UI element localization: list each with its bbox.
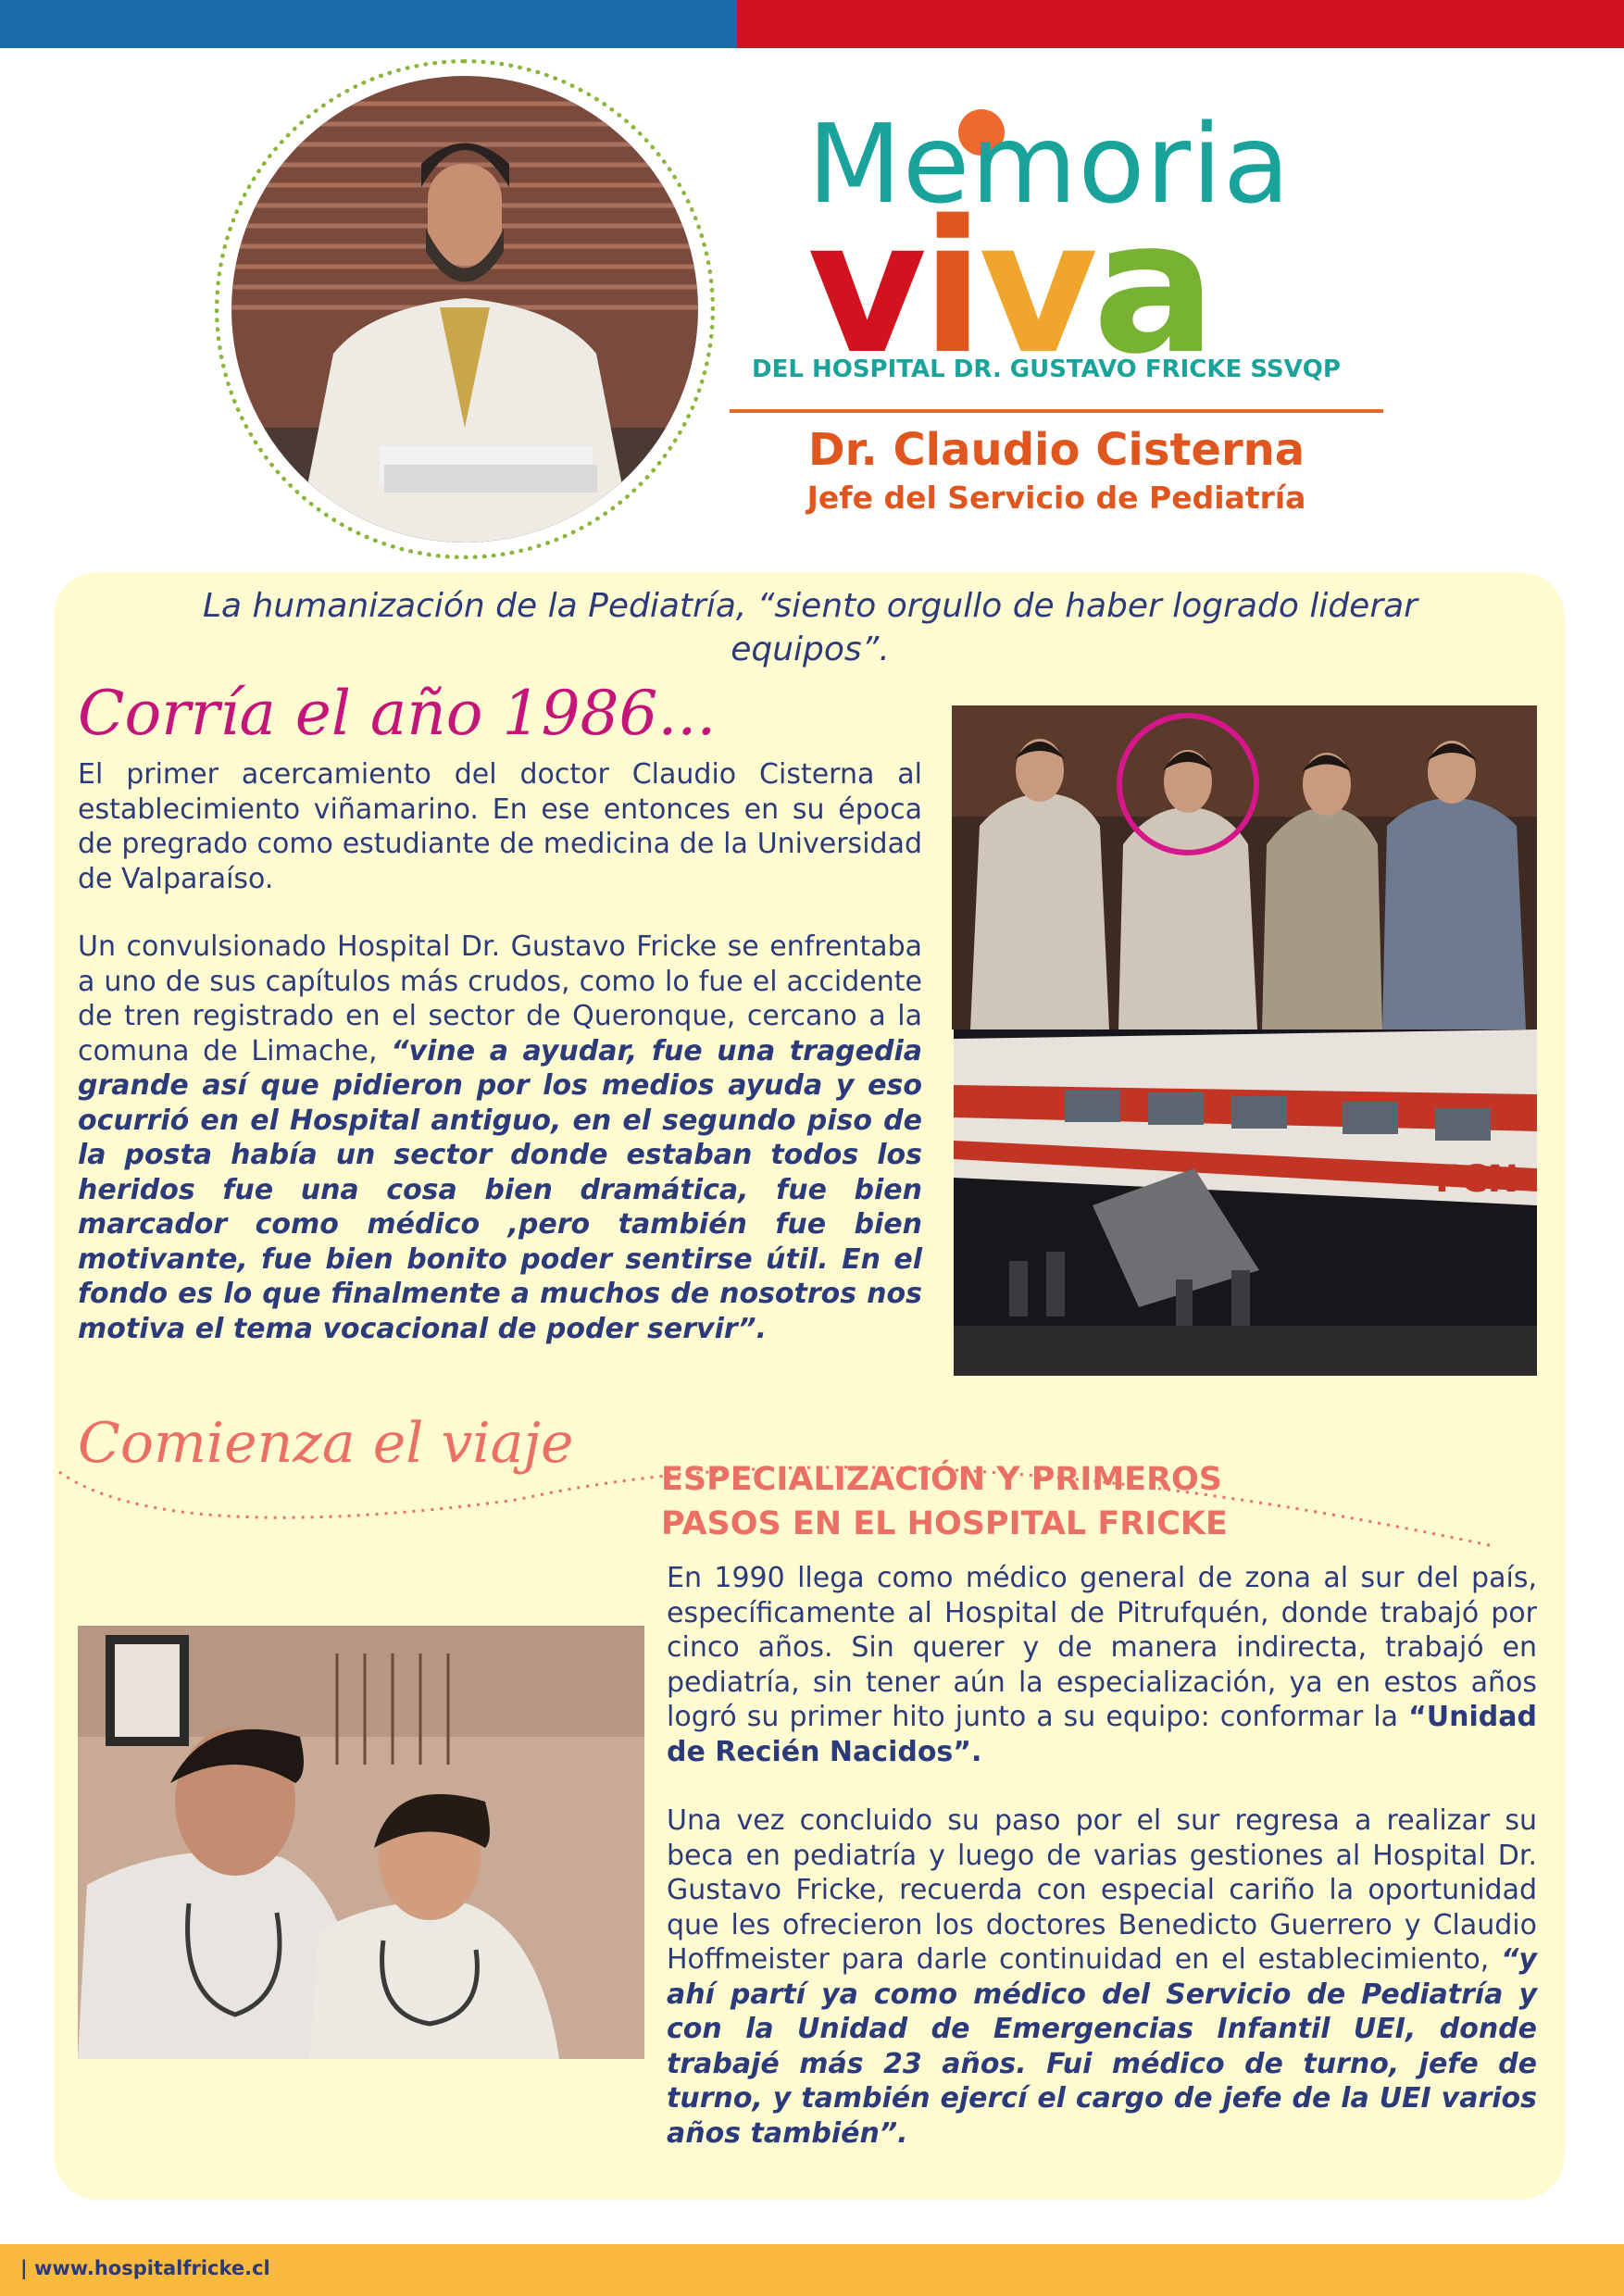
students-group-photo — [952, 705, 1537, 1029]
header-bar-red — [737, 0, 1624, 48]
section1-paragraph1: El primer acercamiento del doctor Claudio Cisterna al establecimiento viñamarino. En ese entonces en su época de pregrado como estudiante de medicina de la Universidad de Valparaíso. — [78, 758, 922, 895]
logo-letter-i: i — [921, 181, 979, 394]
logo-letter-a: a — [1093, 181, 1211, 394]
section1-quote: “vine a ayudar, fue una tragedia grande así que pidieron por los medios ayuda y eso ocurrió en el Hospital antiguo, en el segundo piso de la posta había un sector donde estaban todos los heridos fue una cosa bien dramática, fue bien marcador como médico ,pero también fue bien motivante, fue bien bonito poder sentirse útil. En el fondo es lo que finalmente a muchos de nosotros nos motiva el tema vocacional de poder servir”. — [78, 1034, 923, 1345]
doctor-role: Jefe del Servicio de Pediatría — [806, 480, 1306, 516]
section2-title: ESPECIALIZACIÓN Y PRIMEROS PASOS EN EL HOSPITAL FRICKE — [661, 1461, 1228, 1542]
footer-website-link[interactable]: | www.hospitalfricke.cl — [20, 2257, 270, 2279]
train-sign-text: FCN — [1435, 1158, 1519, 1201]
section1-heading: Corría el año 1986... — [78, 678, 717, 749]
section1-paragraph2-intro: Un convulsionado Hospital Dr. Gustavo Fricke se enfrentaba a uno de sus capítulos más crudos, como lo fue el accidente de tren registrado en el sector de Queronque, cercano a la comuna de Limache, — [78, 930, 922, 1067]
section2-paragraph2 — [667, 1803, 1537, 2151]
section1-paragraph2 — [78, 930, 922, 1346]
doctor-portrait-photo — [231, 76, 698, 543]
section2-heading: Comienza el viaje — [78, 1411, 574, 1476]
section2-highlight: “Unidad de Recién Nacidos”. — [667, 1701, 1537, 1768]
header-divider — [730, 409, 1383, 413]
section2-paragraph1 — [667, 1561, 1537, 1769]
logo-letter-v2: v — [978, 181, 1093, 394]
section2-paragraph2-intro: Una vez concluido su paso por el sur regresa a realizar su beca en pediatría y luego de varias gestiones al Hospital Dr. Gustavo Fricke, recuerda con especial cariño la oportunidad que les ofrecieron los doctores Benedicto Guerrero y Claudio Hoffmeister para darle continuidad en el establecimiento, — [667, 1804, 1537, 1976]
doctor-name: Dr. Claudio Cisterna — [807, 424, 1305, 476]
logo-letter-v1: v — [807, 181, 922, 394]
young-doctors-photo — [78, 1626, 644, 2059]
logo-subtitle: DEL HOSPITAL DR. GUSTAVO FRICKE SSVQP — [752, 356, 1341, 383]
section2-quote: “y ahí partí ya como médico del Servicio de Pediatría y con la Unidad de Emergencias Infantil UEI, donde trabajé más 23 años. Fui médico de turno, jefe de turno, y también ejercí el cargo de jefe de la UEI varios años también”. — [667, 1943, 1537, 2150]
article-subtitle: La humanización de la Pediatría, “siento orgullo de haber logrado liderar equipos”. — [203, 587, 1418, 668]
header-bar-blue — [0, 0, 737, 48]
logo-memoria-text: Memoria — [807, 100, 1292, 228]
train-accident-photo — [954, 1029, 1537, 1376]
section2-paragraph1-intro: En 1990 llega como médico general de zona al sur del país, específicamente al Hospital de Pitrufquén, donde trabajó por cinco años. Sin querer y de manera indirecta, trabajó en pediatría, sin tener aún la especialización, ya en estos años logró su primer hito junto a su equipo: conformar la — [667, 1562, 1537, 1733]
logo-viva-text — [807, 181, 1211, 394]
